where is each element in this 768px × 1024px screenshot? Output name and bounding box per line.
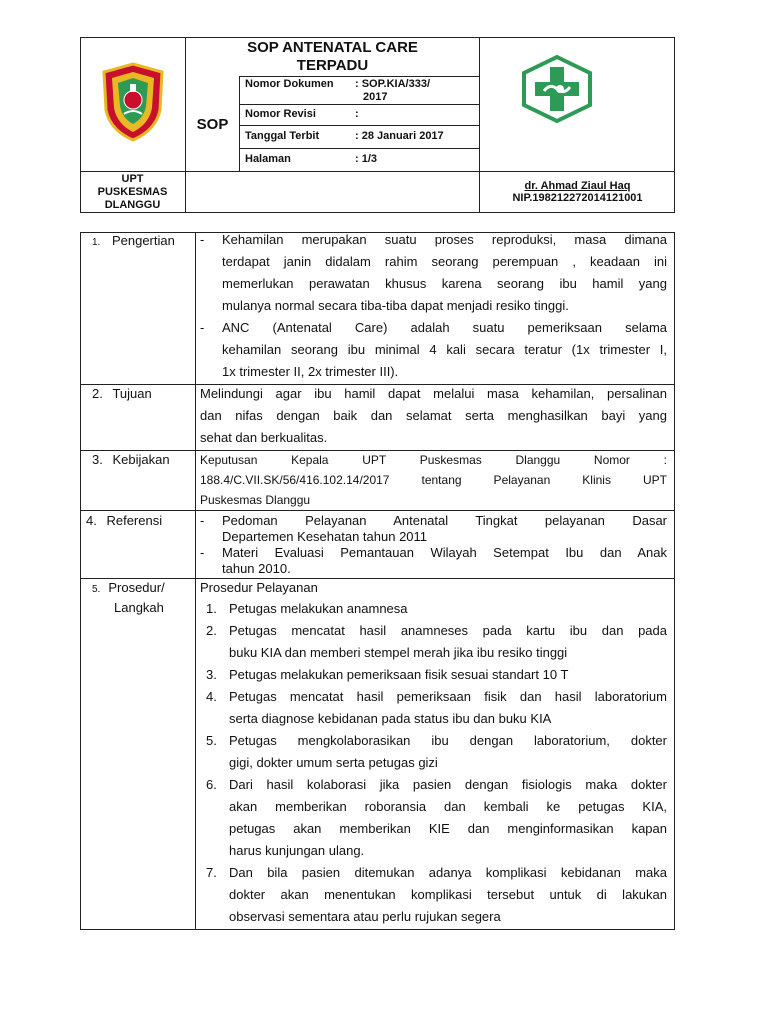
- org-line: DLANGGU: [104, 199, 161, 211]
- text-line: Keputusan Kepala UPT Puskesmas Dlanggu Nomor :: [200, 453, 667, 467]
- list-item: [200, 664, 667, 686]
- title-line: SOP ANTENATAL CARE: [247, 39, 418, 56]
- text-line: observasi sementara atau perlu rujukan segera: [229, 909, 501, 924]
- text-line: Petugas mencatat hasil pemeriksaan fisik dan hasil laboratorium: [229, 689, 667, 704]
- sop-label: SOP: [196, 116, 229, 133]
- text-line: Kehamilan merupakan suatu proses reproduksi, masa dimana: [222, 232, 667, 247]
- text-line: akan memberikan roboransia dan kembali ke petugas KIA,: [229, 799, 667, 814]
- org-name: [80, 173, 185, 212]
- step-number: 6.: [206, 777, 217, 792]
- section-number: 4.: [86, 513, 97, 528]
- signer-name: dr. Ahmad Ziaul Haq: [524, 180, 631, 192]
- section-number: 1.: [92, 237, 101, 248]
- text-line: Materi Evaluasi Pemantauan Wilayah Setempat Ibu dan Anak: [222, 545, 667, 560]
- section-label: Tujuan: [112, 386, 152, 401]
- section-number: 3.: [92, 452, 103, 467]
- list-item: [200, 620, 667, 664]
- text-line: Pedoman Pelayanan Antenatal Tingkat pelayanan Dasar: [222, 513, 667, 528]
- page-title: [186, 39, 479, 75]
- text-line: Petugas melakukan anamnesa: [229, 601, 408, 616]
- list-item: [200, 774, 667, 862]
- header-divider: [239, 125, 479, 126]
- text-line: dan nifas dengan baik dan selamat serta menghasilkan bayi yang: [200, 408, 667, 423]
- text-line: sehat dan berkualitas.: [200, 430, 328, 445]
- text-line: Dan bila pasien ditemukan adanya komplikasi kebidanan maka: [229, 865, 667, 880]
- prosedur-steps: [200, 598, 667, 928]
- section-label: Pengertian: [111, 233, 175, 248]
- meta-value: 2017: [363, 91, 388, 103]
- text-line: terdapat janin didalam rahim seorang perempuan , keadaan ini: [222, 254, 667, 269]
- org-line: PUSKESMAS: [97, 186, 168, 198]
- list-item: [200, 686, 667, 730]
- list-item: [200, 513, 667, 529]
- bullet-dash: -: [200, 545, 205, 560]
- section-label: Prosedur/: [108, 580, 165, 595]
- list-item: [200, 545, 667, 561]
- meta-label: Nomor Revisi: [245, 108, 316, 120]
- text-line: Departemen Kesehatan tahun 2011: [222, 529, 428, 544]
- paragraph-line: [200, 317, 667, 339]
- text-line: buku KIA dan memberi stempel merah jika ibu resiko tinggi: [229, 645, 568, 660]
- step-number: 4.: [206, 689, 217, 704]
- meta-value: : 1/3: [355, 153, 378, 165]
- tujuan-text: [200, 383, 667, 449]
- meta-value: : 28 Januari 2017: [355, 130, 444, 142]
- paragraph-line: [200, 229, 667, 251]
- list-item: [200, 862, 667, 928]
- kebijakan-text: [200, 450, 667, 510]
- text-line: Petugas mencatat hasil anamneses pada kartu ibu dan pada: [229, 623, 667, 638]
- text-line: Dari hasil kolaborasi jika pasien dengan fisiologis maka dokter: [229, 777, 667, 792]
- signer-nip: NIP.198212272014121001: [512, 192, 643, 204]
- step-number: 3.: [206, 667, 217, 682]
- meta-label: Halaman: [245, 153, 291, 165]
- text-line: Petugas melakukan pemeriksaan fisik sesuai standart 10 T: [229, 667, 569, 682]
- section-label-prosedur: [92, 579, 165, 617]
- header-divider: [239, 76, 479, 77]
- bullet-dash: -: [200, 513, 205, 528]
- text-line: memerlukan perawatan khusus karena seorang ibu hamil yang: [222, 276, 667, 291]
- text-line: tahun 2010.: [222, 561, 291, 576]
- section-label-tujuan: [92, 385, 152, 403]
- step-number: 7.: [206, 865, 217, 880]
- bullet-dash: -: [200, 232, 205, 247]
- meta-label: Tanggal Terbit: [245, 130, 320, 142]
- list-item: [200, 598, 667, 620]
- prosedur-heading: Prosedur Pelayanan: [200, 580, 318, 595]
- text-line: serta diagnose kebidanan pada status ibu dan buku KIA: [229, 711, 552, 726]
- list-item: [200, 730, 667, 774]
- section-label-kebijakan: [92, 451, 170, 469]
- text-line: dokter akan menentukan komplikasi tersebut untuk di lakukan: [229, 887, 667, 902]
- header-divider: [80, 171, 675, 172]
- text-line: harus kunjungan ulang.: [229, 843, 365, 858]
- text-line: ANC (Antenatal Care) adalah suatu pemeriksaan selama: [222, 320, 667, 335]
- section-number: 2.: [92, 386, 103, 401]
- referensi-text: [200, 513, 667, 577]
- signer-block: [480, 180, 675, 204]
- pengertian-paragraph-1: [200, 229, 667, 383]
- text-line: 1x trimester II, 2x trimester III).: [222, 364, 399, 379]
- text-line: Petugas mengkolaborasikan ibu dengan laboratorium, dokter: [229, 733, 667, 748]
- bullet-dash: -: [200, 320, 205, 335]
- section-divider: [80, 510, 675, 511]
- header-divider: [239, 76, 240, 171]
- text-line: Melindungi agar ibu hamil dapat melalui masa kehamilan, persalinan: [200, 386, 667, 401]
- regency-emblem-logo: [100, 62, 166, 142]
- step-number: 2.: [206, 623, 217, 638]
- text-line: gigi, dokter umum serta petugas gizi: [229, 755, 438, 770]
- section-label-referensi: [86, 512, 162, 530]
- text-line: 188.4/C.VII.SK/56/416.102.14/2017 tentang Pelayanan Klinis UPT: [200, 473, 667, 487]
- meta-value: :: [355, 108, 359, 120]
- header-divider: [239, 104, 479, 105]
- content-divider: [195, 232, 196, 930]
- text-line: petugas akan memberikan KIE dan menginformasikan kapan: [229, 821, 667, 836]
- meta-value: : SOP.KIA/333/: [355, 78, 430, 90]
- org-line: UPT: [121, 173, 144, 185]
- text-line: mulanya normal secara tiba-tiba dapat menjadi resiko tinggi.: [222, 298, 569, 313]
- text-line: kehamilan seorang ibu minimal 4 kali secara teratur (1x trimester I,: [222, 342, 667, 357]
- step-number: 5.: [206, 733, 217, 748]
- step-number: 1.: [206, 601, 217, 616]
- text-line: Puskesmas Dlanggu: [200, 493, 311, 507]
- header-divider: [239, 148, 479, 149]
- section-label-pengertian: [92, 232, 175, 252]
- title-line: TERPADU: [296, 57, 369, 74]
- section-label: Kebijakan: [112, 452, 170, 467]
- meta-label: Nomor Dokumen: [245, 78, 334, 90]
- puskesmas-logo: [520, 55, 594, 123]
- section-divider: [80, 578, 675, 579]
- section-number: 5.: [92, 584, 101, 595]
- section-label: Langkah: [114, 600, 164, 615]
- section-label: Referensi: [106, 513, 163, 528]
